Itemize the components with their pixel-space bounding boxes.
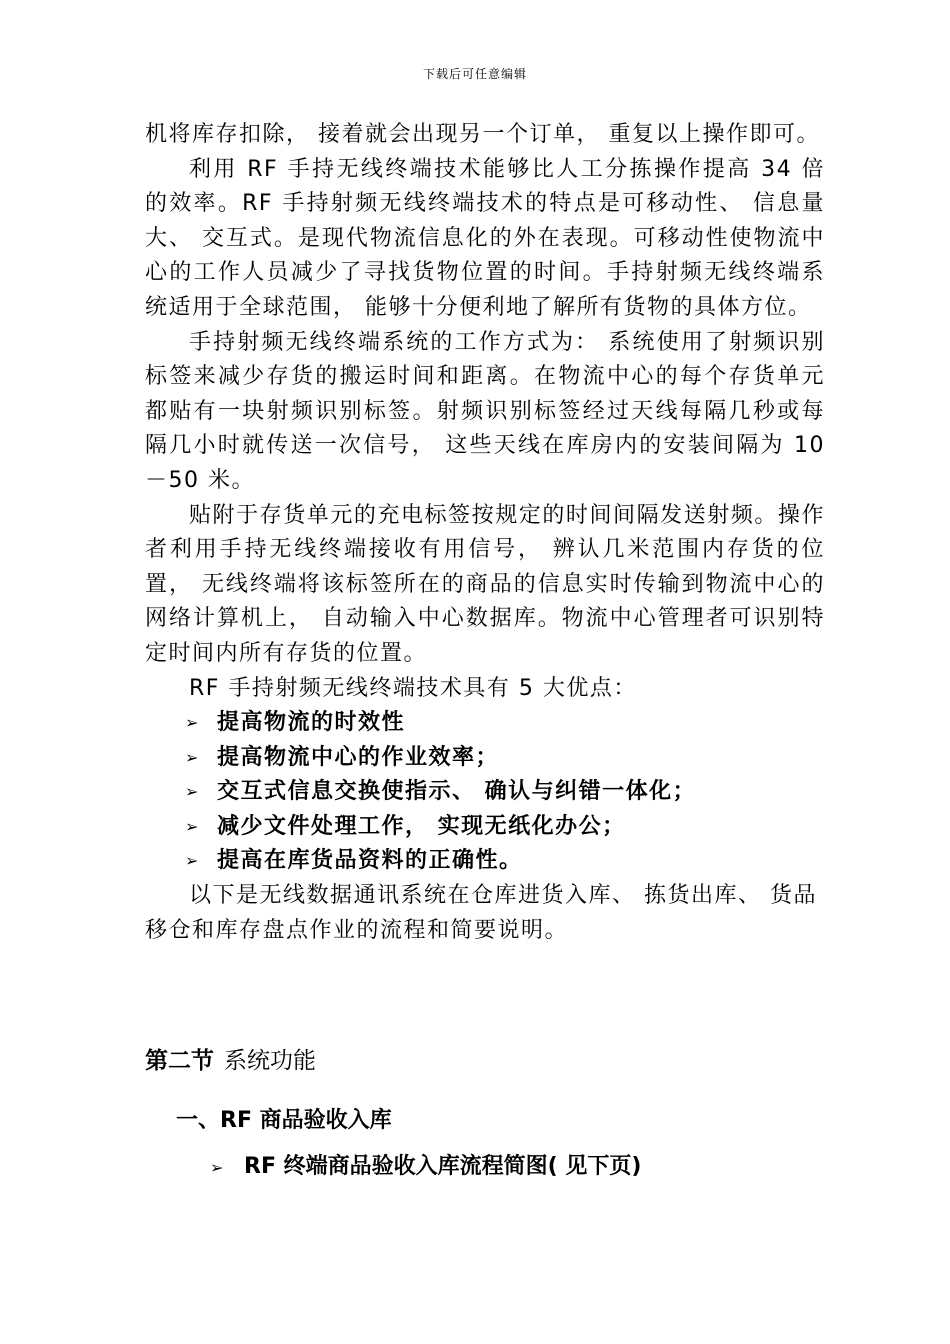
advantage-text: 提高物流的时效性	[217, 710, 406, 736]
subsection-heading: 一、RF 商品验收入库	[176, 1108, 392, 1133]
list-item	[145, 741, 825, 776]
paragraph-rf-efficiency: 利用 RF 手持无线终端技术能够比人工分拣操作提高 34 倍的效率。RF 手持射频无线终端技术的特点是可移动性、 信息量大、 交互式。是现代物流信息化的外在表现。可移动性使物流中心的工作人员减少了寻找货物位置的时间。手持射频无线终端系统适用于全球范围， 能够十分便利地了解所有货物的具体方位。	[145, 156, 825, 320]
paragraph-working-mode: 手持射频无线终端系统的工作方式为： 系统使用了射频识别标签来减少存货的搬运时间和距离。在物流中心的每个存货单元都贴有一块射频识别标签。射频识别标签经过天线每隔几秒或每隔几小时就传送一次信号， 这些天线在库房内的安装间隔为 10－50 米。	[145, 329, 825, 493]
section-name: 系统功能	[224, 1048, 316, 1074]
advantage-text: 交互式信息交换使指示、 确认与纠错一体化；	[217, 779, 697, 805]
advantage-text: 提高在库货品资料的正确性。	[217, 848, 523, 874]
arrow-bullet-icon: ➢	[185, 747, 200, 767]
paragraph-closing: 以下是无线数据通讯系统在仓库进货入库、 拣货出库、 货品移仓和库存盘点作业的流程和简要说明。	[145, 883, 817, 943]
paragraph-advantages-intro: RF 手持射频无线终端技术具有 5 大优点：	[189, 675, 637, 701]
paragraph-continuation: 机将库存扣除， 接着就会出现另一个订单， 重复以上操作即可。	[145, 122, 820, 147]
list-item	[145, 844, 825, 879]
advantage-text: 提高物流中心的作业效率；	[217, 744, 500, 770]
arrow-bullet-icon: ➢	[185, 782, 200, 802]
section-heading	[145, 1046, 316, 1076]
body-text	[145, 118, 825, 948]
arrow-bullet-icon: ➢	[210, 1158, 224, 1177]
arrow-bullet-icon: ➢	[185, 851, 200, 871]
section-number: 第二节	[145, 1048, 214, 1074]
flowchart-reference	[210, 1152, 641, 1183]
list-item	[145, 775, 825, 810]
advantages-list	[145, 706, 825, 879]
arrow-bullet-icon: ➢	[185, 713, 200, 733]
flowchart-reference-text: RF 终端商品验收入库流程简图( 见下页)	[244, 1154, 642, 1179]
page-header-note: 下载后可任意编辑	[422, 67, 527, 81]
arrow-bullet-icon: ➢	[185, 816, 200, 836]
paragraph-tag-signal: 贴附于存货单元的充电标签按规定的时间间隔发送射频。操作者利用手持无线终端接收有用信号， 辨认几米范围内存货的位置， 无线终端将该标签所在的商品的信息实时传输到物流中心的网络计算机上， 自动输入中心数据库。物流中心管理者可识别特定时间内所有存货的位置。	[145, 502, 825, 666]
advantage-text: 减少文件处理工作， 实现无纸化办公；	[217, 813, 626, 839]
list-item	[145, 810, 825, 845]
list-item	[145, 706, 825, 741]
